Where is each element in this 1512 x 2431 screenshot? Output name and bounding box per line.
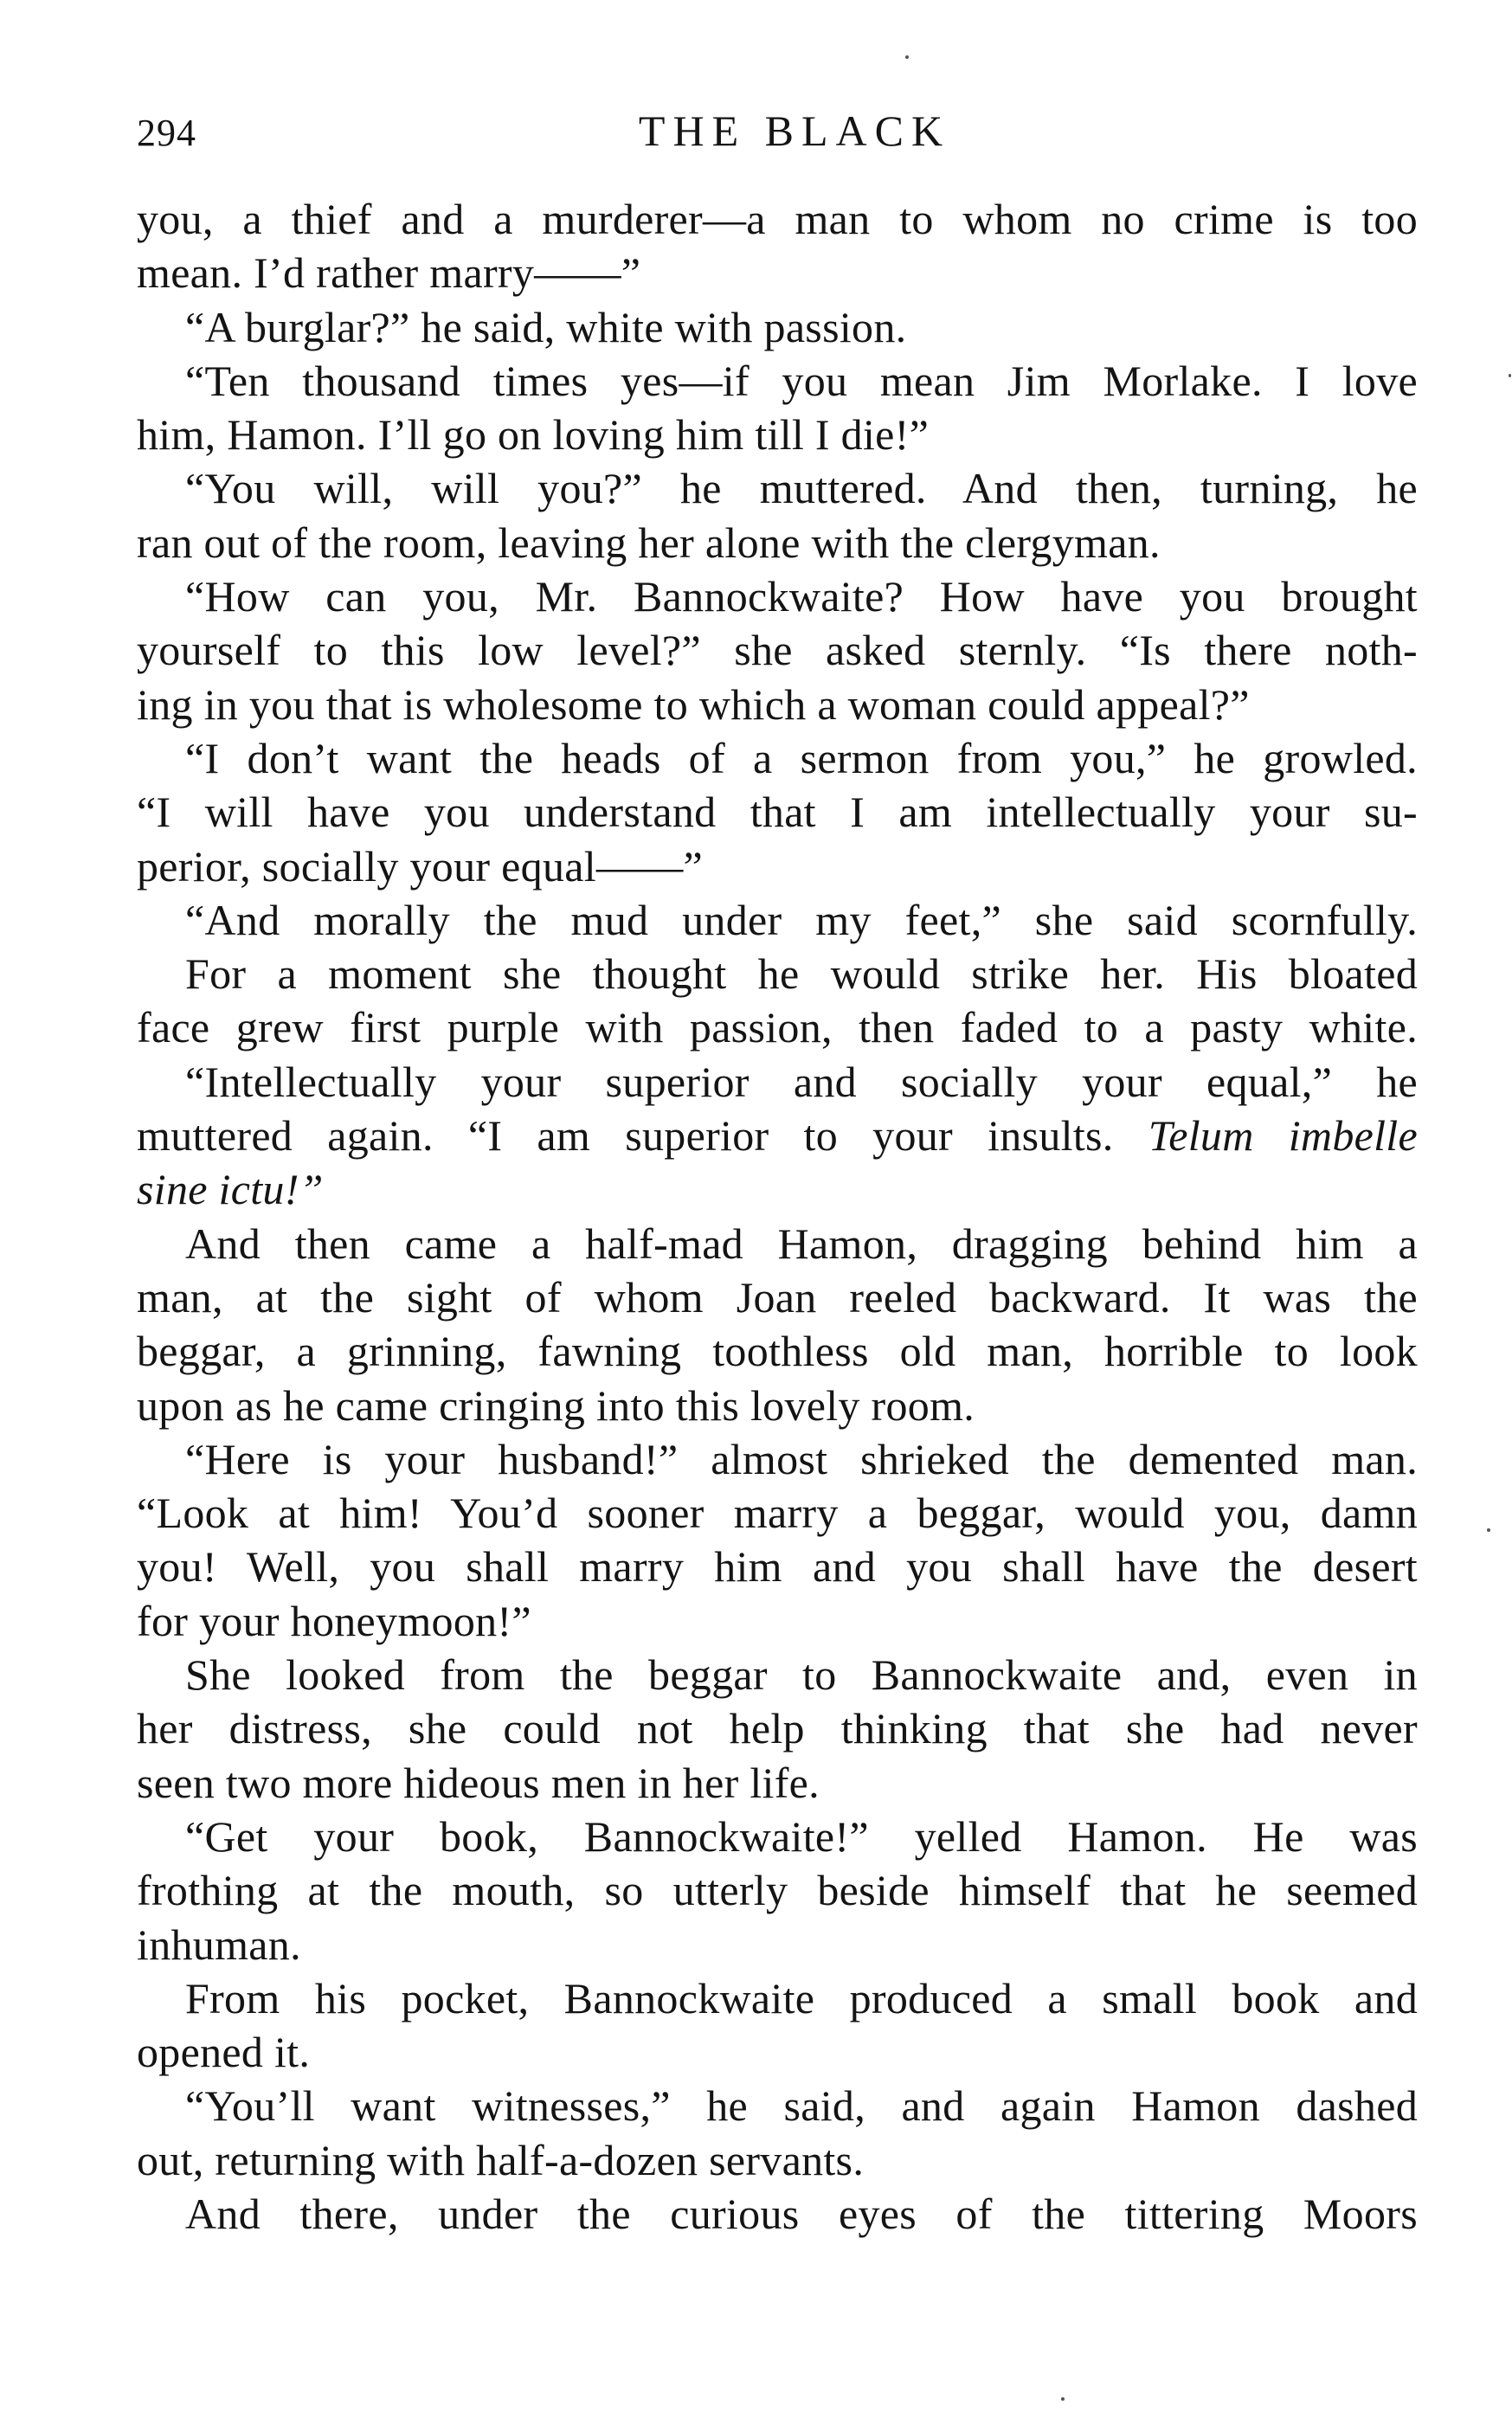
text-line bbox=[137, 300, 1418, 354]
line-text: “And morally the mud under my feet,” she said scornfully. bbox=[185, 895, 1418, 944]
text-line bbox=[137, 947, 1418, 1000]
line-text: beggar, a grinning, fawning toothless old man, horrible to look bbox=[137, 1327, 1418, 1376]
text-line bbox=[137, 1324, 1418, 1378]
text-line bbox=[137, 1055, 1418, 1109]
text-line bbox=[137, 2187, 1418, 2241]
line-text: “You will, will you?” he muttered. And then, turning, he bbox=[185, 464, 1418, 513]
text-line bbox=[137, 1379, 1418, 1432]
text-line bbox=[137, 461, 1418, 515]
line-text: inhuman. bbox=[137, 1920, 301, 1969]
text-line bbox=[137, 354, 1418, 408]
line-text: “Ten thousand times yes—if you mean Jim Morlake. I love bbox=[185, 356, 1418, 405]
text-line bbox=[137, 1000, 1418, 1054]
line-text: She looked from the beggar to Bannockwaite and, even in bbox=[185, 1650, 1418, 1700]
italic-latin-phrase: sine ictu!” bbox=[137, 1165, 324, 1214]
text-line bbox=[137, 2079, 1418, 2132]
text-line bbox=[137, 1701, 1418, 1755]
running-title: THE BLACK bbox=[638, 106, 951, 155]
text-line bbox=[137, 785, 1418, 839]
line-text: “Look at him! You’d sooner marry a beggar, would you, damn bbox=[137, 1489, 1418, 1538]
text-line bbox=[137, 839, 1418, 893]
text-line bbox=[137, 1810, 1418, 1863]
text-line bbox=[137, 1162, 1418, 1216]
text-line bbox=[137, 2133, 1418, 2187]
line-text: her distress, she could not help thinking that she had never bbox=[137, 1704, 1418, 1753]
line-text: From his pocket, Bannockwaite produced a small book and bbox=[185, 1973, 1418, 2023]
line-text: And there, under the curious eyes of the tittering Moors bbox=[185, 2189, 1418, 2238]
line-text: For a moment she thought he would strike her. His bloated bbox=[185, 949, 1418, 999]
text-line bbox=[137, 1756, 1418, 1810]
line-text: face grew first purple with passion, then faded to a pasty white. bbox=[137, 1003, 1418, 1052]
text-line bbox=[137, 1486, 1418, 1540]
text-line bbox=[137, 1109, 1418, 1162]
text-line bbox=[137, 1971, 1418, 2025]
line-text: “How can you, Mr. Bannockwaite? How have you brought bbox=[185, 572, 1418, 621]
scan-speck bbox=[1509, 374, 1511, 377]
line-text: And then came a half-mad Hamon, dragging behind him a bbox=[185, 1219, 1418, 1268]
line-text: upon as he came cringing into this lovely room. bbox=[137, 1380, 975, 1430]
line-text: for your honeymoon!” bbox=[137, 1596, 531, 1645]
text-line bbox=[137, 1540, 1418, 1593]
line-text: “Here is your husband!” almost shrieked the demented man. bbox=[185, 1434, 1418, 1483]
text-line bbox=[137, 408, 1418, 461]
line-text: “Intellectually your superior and socially your equal,” he bbox=[185, 1057, 1418, 1106]
page-number: 294 bbox=[137, 112, 196, 154]
text-line bbox=[137, 893, 1418, 947]
line-text: mean. I’d rather marry——” bbox=[137, 248, 641, 298]
scan-speck bbox=[1061, 2397, 1065, 2401]
text-line bbox=[137, 1863, 1418, 1917]
line-text: “I will have you understand that I am intellectually your su- bbox=[137, 788, 1418, 837]
text-line bbox=[137, 731, 1418, 785]
text-line bbox=[137, 192, 1418, 246]
line-text: you, a thief and a murderer—a man to whom no crime is too bbox=[137, 195, 1418, 243]
text-line bbox=[137, 2025, 1418, 2079]
line-text: man, at the sight of whom Joan reeled backward. It was the bbox=[137, 1272, 1418, 1322]
line-text: him, Hamon. I’ll go on loving him till I die!” bbox=[137, 410, 930, 460]
body-text bbox=[137, 192, 1418, 2241]
text-line bbox=[137, 569, 1418, 623]
line-text: opened it. bbox=[137, 2028, 311, 2077]
text-line bbox=[137, 516, 1418, 569]
text-line bbox=[137, 1594, 1418, 1648]
line-text: yourself to this low level?” she asked sternly. “Is there noth- bbox=[137, 626, 1418, 675]
text-line bbox=[137, 246, 1418, 299]
scan-speck bbox=[1487, 1528, 1490, 1532]
line-text: you! Well, you shall marry him and you shall have the desert bbox=[137, 1542, 1418, 1592]
line-text: “I don’t want the heads of a sermon from you,” he growled. bbox=[185, 733, 1418, 782]
line-text: perior, socially your equal——” bbox=[137, 841, 704, 891]
text-line bbox=[137, 623, 1418, 677]
text-line bbox=[137, 1270, 1418, 1324]
line-text: “You’ll want witnesses,” he said, and again Hamon dashed bbox=[185, 2081, 1418, 2131]
line-text: “A burglar?” he said, white with passion. bbox=[185, 302, 907, 351]
line-text: ing in you that is wholesome to which a woman could appeal?” bbox=[137, 679, 1250, 729]
line-text: seen two more hideous men in her life. bbox=[137, 1758, 820, 1807]
text-line bbox=[137, 1648, 1418, 1701]
line-text: muttered again. “I am superior to your insults. bbox=[137, 1111, 1114, 1161]
page-header bbox=[137, 106, 1418, 166]
line-text: frothing at the mouth, so utterly beside himself that he seemed bbox=[137, 1866, 1418, 1915]
scan-speck bbox=[905, 55, 909, 59]
line-text: “Get your book, Bannockwaite!” yelled Hamon. He was bbox=[185, 1811, 1418, 1861]
italic-latin-phrase: Telum imbelle bbox=[1148, 1111, 1418, 1161]
line-text: ran out of the room, leaving her alone with the clergyman. bbox=[137, 518, 1161, 567]
text-line bbox=[137, 1432, 1418, 1486]
text-line bbox=[137, 678, 1418, 731]
line-text: out, returning with half-a-dozen servants. bbox=[137, 2135, 865, 2184]
text-line bbox=[137, 1217, 1418, 1270]
text-line bbox=[137, 1918, 1418, 1971]
